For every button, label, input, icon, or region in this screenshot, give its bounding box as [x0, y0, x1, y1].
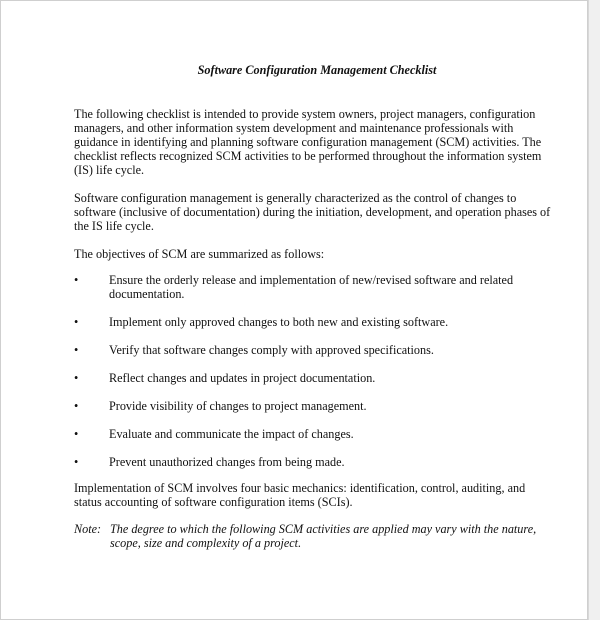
bullet-icon: •	[74, 399, 79, 413]
list-item-text: Verify that software changes comply with approved specifications.	[109, 343, 434, 357]
objectives-list	[74, 273, 554, 469]
list-item	[74, 455, 554, 469]
vertical-scrollbar[interactable]	[588, 0, 600, 620]
document-content	[74, 63, 554, 550]
list-item	[74, 399, 554, 413]
list-item	[74, 315, 554, 329]
bullet-icon: •	[74, 427, 79, 441]
list-item	[74, 343, 554, 357]
list-item	[74, 427, 554, 441]
bullet-icon: •	[74, 371, 79, 385]
note-block	[74, 522, 554, 550]
definition-paragraph: Software configuration management is generally characterized as the control of changes to software (inclusive of documentation) during the initiation, development, and operation phases of the IS life cycle.	[74, 191, 551, 233]
intro-paragraph: The following checklist is intended to provide system owners, project managers, configuration managers, and other information system development and maintenance professionals with guidance in identifying and planning software configuration management (SCM) activities. The checklist reflects recognized SCM activities to be performed throughout the information system (IS) life cycle.	[74, 107, 542, 177]
list-item-text: Ensure the orderly release and implementation of new/revised software and related documentation.	[109, 273, 514, 301]
list-item-text: Provide visibility of changes to project management.	[109, 399, 367, 413]
list-item	[74, 371, 554, 385]
note-label: Note:	[74, 522, 102, 536]
list-item-text: Evaluate and communicate the impact of changes.	[109, 427, 354, 441]
bullet-icon: •	[74, 343, 79, 357]
list-item	[74, 273, 554, 301]
note-text: The degree to which the following SCM activities are applied may vary with the nature, scope, size and complexity of a project.	[110, 522, 537, 550]
list-item-text: Reflect changes and updates in project documentation.	[109, 371, 376, 385]
document-title: Software Configuration Management Checklist	[197, 63, 437, 77]
list-item-text: Prevent unauthorized changes from being made.	[109, 455, 345, 469]
bullet-icon: •	[74, 273, 79, 287]
objectives-intro-paragraph: The objectives of SCM are summarized as follows:	[74, 247, 325, 261]
implementation-paragraph: Implementation of SCM involves four basic mechanics: identification, control, auditing, and status accounting of software configuration items (SCIs).	[74, 481, 526, 509]
list-item-text: Implement only approved changes to both new and existing software.	[109, 315, 449, 329]
bullet-icon: •	[74, 315, 79, 329]
bullet-icon: •	[74, 455, 79, 469]
